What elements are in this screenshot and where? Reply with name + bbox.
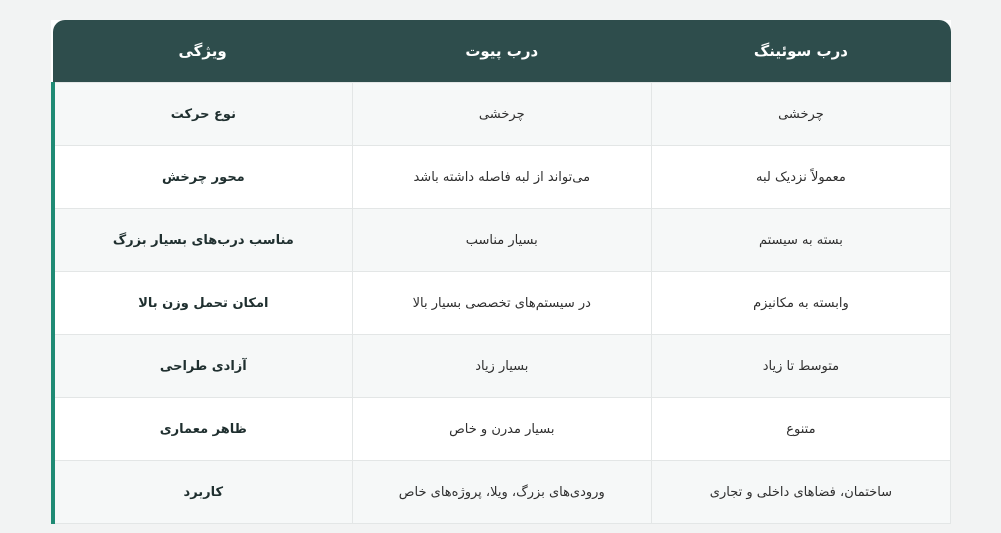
table-header xyxy=(53,20,951,83)
header-pivot-door: درب پیوت xyxy=(352,20,651,83)
cell-feature: مناسب درب‌های بسیار بزرگ xyxy=(53,209,352,272)
comparison-table-container xyxy=(51,20,951,518)
cell-pivot: در سیستم‌های تخصصی بسیار بالا xyxy=(352,272,651,335)
header-row xyxy=(53,20,951,83)
table-row xyxy=(53,83,951,146)
cell-pivot: بسیار زیاد xyxy=(352,335,651,398)
table-body xyxy=(53,83,951,524)
cell-feature: محور چرخش xyxy=(53,146,352,209)
cell-pivot: بسیار مناسب xyxy=(352,209,651,272)
table-row xyxy=(53,335,951,398)
table-row xyxy=(53,398,951,461)
cell-feature: نوع حرکت xyxy=(53,83,352,146)
cell-swing: چرخشی xyxy=(651,83,950,146)
cell-swing: متوسط تا زیاد xyxy=(651,335,950,398)
header-feature: ویژگی xyxy=(53,20,352,83)
cell-swing: وابسته به مکانیزم xyxy=(651,272,950,335)
cell-feature: امکان تحمل وزن بالا xyxy=(53,272,352,335)
table-row xyxy=(53,146,951,209)
cell-swing: متنوع xyxy=(651,398,950,461)
table-row xyxy=(53,461,951,524)
table-row xyxy=(53,209,951,272)
header-swing-door: درب سوئینگ xyxy=(651,20,950,83)
cell-feature: آزادی طراحی xyxy=(53,335,352,398)
cell-pivot: ورودی‌های بزرگ، ویلا، پروژه‌های خاص xyxy=(352,461,651,524)
cell-feature: کاربرد xyxy=(53,461,352,524)
cell-feature: ظاهر معماری xyxy=(53,398,352,461)
cell-pivot: چرخشی xyxy=(352,83,651,146)
cell-pivot: می‌تواند از لبه فاصله داشته باشد xyxy=(352,146,651,209)
cell-pivot: بسیار مدرن و خاص xyxy=(352,398,651,461)
table-row xyxy=(53,272,951,335)
cell-swing: بسته به سیستم xyxy=(651,209,950,272)
cell-swing: ساختمان، فضاهای داخلی و تجاری xyxy=(651,461,950,524)
comparison-table xyxy=(51,20,951,524)
cell-swing: معمولاً نزدیک لبه xyxy=(651,146,950,209)
